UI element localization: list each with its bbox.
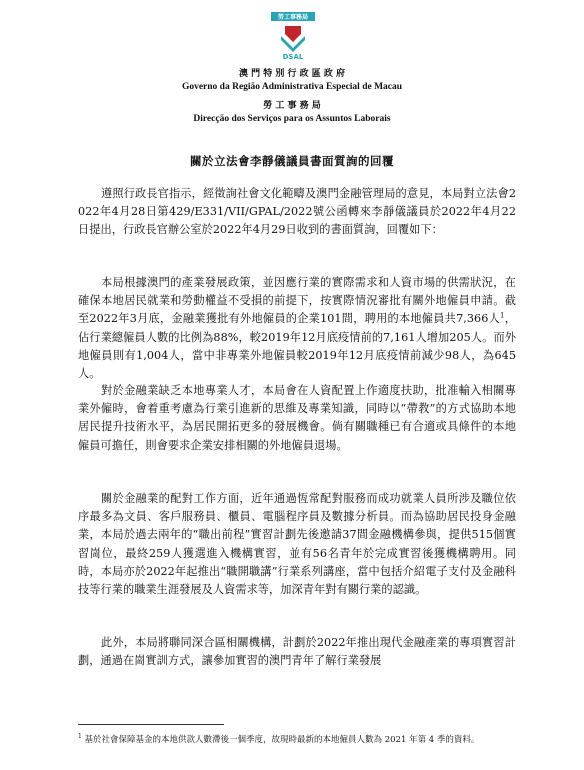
paragraph-employment-stats-part1: 本局根據澳門的產業發展政策，並因應行業的實際需求和人資市場的供需狀況，在確保本地居民就業和勞動權益不受損的前提下，按實際情況審批有關外地僱員申請。截至2022年3月底，金融業獲批有外地僱員的企業101間，聘用的本地僱員共7,366人 [78,276,516,326]
logo-text: 勞工事務局 [277,14,309,21]
dsal-logo [271,12,315,60]
department-name-pt: Direcção dos Serviços para os Assuntos Laborais [193,114,391,124]
logo-acronym: DSAL [282,53,304,60]
paragraph-intro: 遵照行政長官指示，經徵詢社會文化範疇及澳門金融管理局的意見，本局對立法會2022年4月28日第429/E331/VII/GPAL/2022號公函轉來李靜儀議員於2022年4月22日提出，行政長官辦公室於2022年4月29日收到的書面質詢，回覆如下： [78,187,516,237]
department-name-zh: 勞 工 事 務 局 [263,101,321,111]
government-name-zh: 澳 門 特 別 行 政 區 政 府 [238,69,346,79]
paragraph-employment-stats [78,274,516,383]
footnote-reference: 1 [500,311,505,320]
footnote-text: 基於社會保障基金的本地供款人數滯後一個季度，故現時最新的本地僱員人數為 2021 年第 4 季的資料。 [84,734,480,745]
paragraph-job-matching: 關於金融業的配對工作方面，近年通過恆常配對服務而成功就業人員所涉及職位依序最多為文員、客戶服務員、櫃員、電腦程序員及數據分析員。而為協助居民投身金融業，本局於過去兩年的“職出前程”實習計劃先後邀請37間金融機構參與，提供515個實習崗位，最終259人獲選進入機構實習，並有56名青年於完成實習後獲機構聘用。同時，本局亦於2022年起推出“職開職講”行業系列講座，當中包括介紹電子支付及金融科技等行業的職業生涯發展及人資需求等，加深青年對有關行業的認識。 [78,492,516,597]
footnote [78,730,518,747]
paragraph-internship-plan: 此外，本局將聯同深合區相關機構，計劃於2022年推出現代金融產業的專項實習計劃，通過在崗實訓方式，讓參加實習的澳門青年了解行業發展 [78,636,516,668]
footnote-marker: 1 [78,733,82,740]
paragraph-employment-stats-part2: ，佔行業總僱員人數的比例為88%，較2019年12月底疫情前的7,161人增加205人。而外地僱員則有1,004人，當中非專業外地僱員較2019年12月底疫情前減少98人，為645人。 [78,312,516,381]
government-name-pt: Governo da Região Administrativa Especial de Macau [181,82,403,92]
footnote-divider [78,724,224,725]
document-title: 關於立法會李靜儀議員書面質詢的回覆 [190,154,394,168]
paragraph-talent-support: 對於金融業缺乏本地專業人才，本局會在人資配置上作適度扶助，批准輸入相關專業外僱時，會着重考慮為行業引進新的思維及專業知識，同時以“帶教”的方式協助本地居民提升技術水平，為居民開拓更多的發展機會。倘有關職種已有合適或具條件的本地僱員可擔任，則會要求企業安排相關的外地僱員退場。 [78,384,516,452]
